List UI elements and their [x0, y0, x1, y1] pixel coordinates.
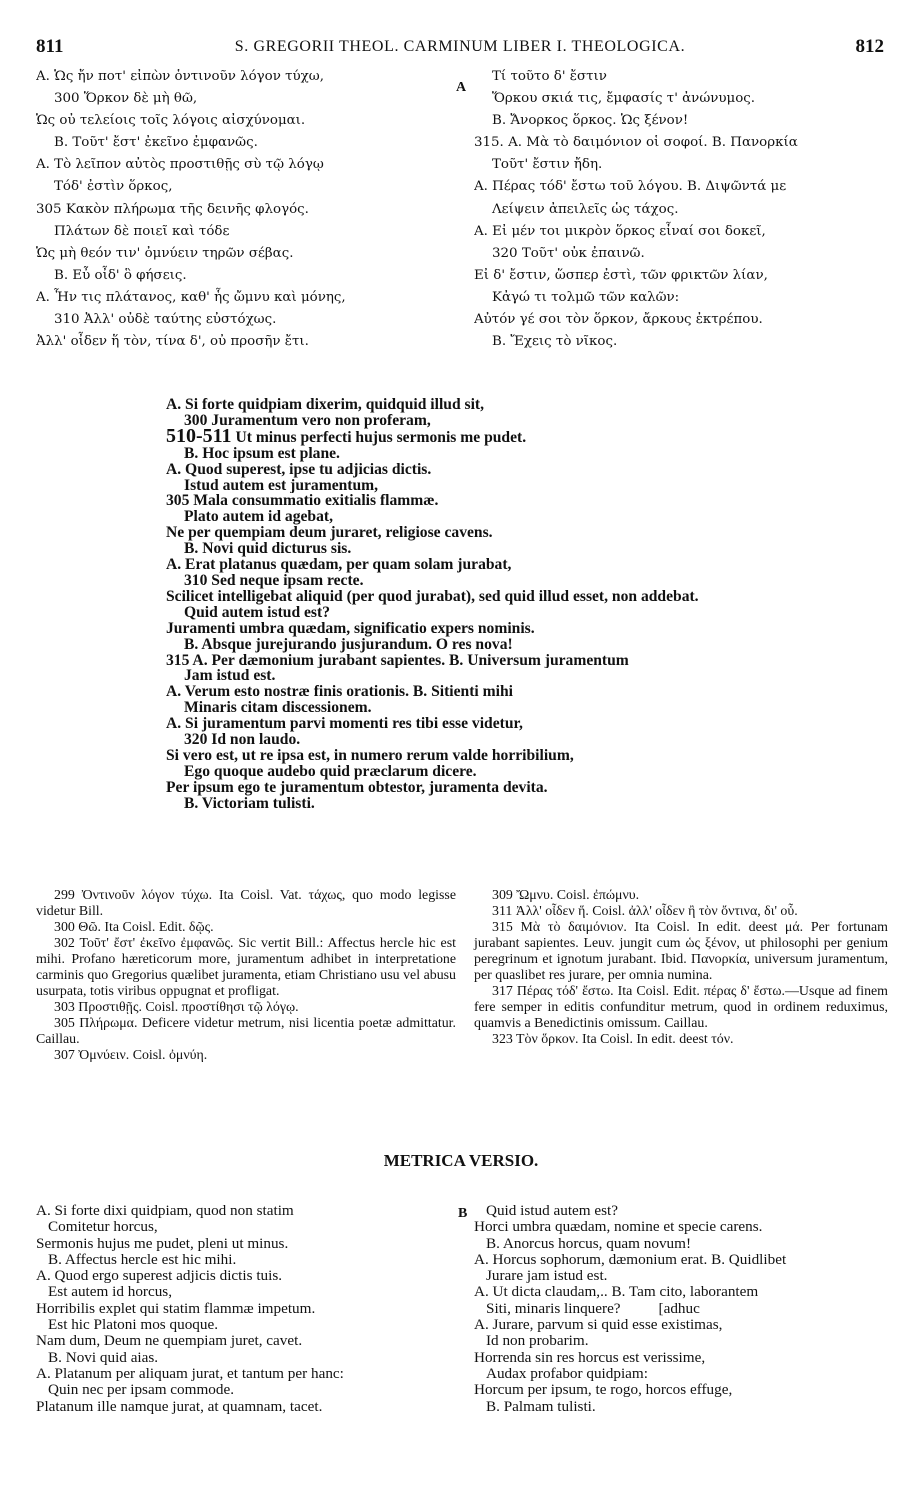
greek-line: B. Ἔχεις τὸ νῖκος.: [492, 334, 618, 350]
greek-line: Εἰ δ' ἔστιν, ὥσπερ ἐστὶ, τῶν φρικτῶν λίαν,: [474, 267, 768, 283]
verse-line: A. Si forte dixi quidpiam, quod non statim: [36, 1203, 294, 1219]
section-title: METRICA VERSIO.: [383, 1151, 539, 1170]
margin-letter-b: B: [458, 1206, 468, 1221]
latin-translation: [166, 397, 886, 812]
verse-line: A. Platanum per aliquam jurat, et tantum per hanc:: [36, 1365, 344, 1382]
page-number-left: 811: [36, 36, 64, 57]
verse-line: Sermonis hujus me pudet, pleni ut minus.: [36, 1235, 289, 1252]
note: 303 Προστιθῇς. Coisl. προστίθησι τῷ λόγῳ.: [54, 1000, 299, 1015]
verse-line: Id non probarim.: [486, 1333, 589, 1350]
verse-line: Comitetur horcus,: [48, 1219, 158, 1236]
verse-line: B. Anorcus horcus, quam novum!: [486, 1235, 692, 1252]
greek-line: A. Εἰ μέν τοι μικρὸν ὅρκος εἶναί σοι δοκεῖ,: [474, 223, 766, 239]
verse-line: Jurare jam istud est.: [486, 1268, 608, 1285]
greek-line: Τόδ' ἐστὶν ὅρκος,: [54, 179, 173, 195]
greek-line: Ὡς μὴ θεόν τιν' ὀμνύειν τηρῶν σέβας.: [36, 245, 294, 261]
greek-line: A. Ἦν τις πλάτανος, καθ' ἧς ὤμνυ καὶ μόνης,: [36, 289, 346, 305]
greek-line: 315. A. Μὰ τὸ δαιμόνιον οἱ σοφοί. B. Πανορκία: [474, 135, 798, 151]
greek-line: Πλάτων δὲ ποιεῖ καὶ τόδε: [54, 223, 230, 239]
verse-line: Quid istud autem est?: [486, 1203, 619, 1219]
greek-line: Κἀγώ τι τολμῶ τῶν καλῶν:: [492, 289, 680, 305]
latin-line: B. Hoc ipsum est plane.: [184, 445, 340, 462]
latin-line: Minaris citam discessionem.: [184, 700, 372, 717]
running-header: [36, 36, 884, 60]
latin-line: Istud autem est juramentum,: [184, 477, 379, 494]
verse-line: A. Ut dicta claudam,.. B. Tam cito, laborantem: [474, 1284, 759, 1301]
verse-line: Audax profabor quidpiam:: [486, 1365, 648, 1382]
greek-line: A. Τὸ λεῖπον αὐτὸς προστιθῇς σὺ τῷ λόγῳ: [36, 157, 324, 173]
note: 300 Θῶ. Ita Coisl. Edit. δῷς.: [54, 920, 214, 935]
verse-line: B. Palmam tulisti.: [486, 1398, 596, 1415]
greek-line: A. Πέρας τόδ' ἔστω τοῦ λόγου. B. Διψῶντά με: [474, 179, 787, 195]
latin-line: A. Erat platanus quædam, per quam solam jurabat,: [166, 557, 512, 573]
note: 311 Ἀλλ' οἶδεν ἥ. Coisl. ἀλλ' οἶδεν ἢ τὸν ὄντινα, δι' οὗ.: [492, 904, 798, 919]
notes-column-right: [474, 888, 888, 1048]
verse-column-left: [36, 1203, 454, 1415]
greek-line: A. Ὡς ἤν ποτ' εἰπὼν ὁντινοῦν λόγον τύχω,: [36, 69, 324, 84]
latin-line: Quid autem istud est?: [184, 604, 330, 621]
page-number-right: 812: [855, 36, 884, 57]
verse-line: Est autem id horcus,: [48, 1284, 173, 1301]
latin-line: Per ipsum ego te juramentum obtestor, juramenta devita.: [166, 779, 548, 796]
verse-line: Nam dum, Deum ne quempiam juret, cavet.: [36, 1333, 303, 1350]
greek-line: B. Ἄνορκος ὅρκος. Ὡς ξένον!: [492, 113, 689, 129]
note: 307 Ὀμνύειν. Coisl. ὀμνύη.: [54, 1048, 208, 1063]
latin-line: Plato autem id agebat,: [184, 509, 333, 526]
note: 302 Τοῦτ' ἔστ' ἐκεῖνο ἐμφανῶς. Sic vertit Bill.: Affectus hercle hic est mihi. Profano hæreticorum more, juramentum adhibet in interpretatione carminis quo Gregorius quælibet juramenta, etiam Christiano usu vel abusu usurpata, totis viribus oppugnat et profligat.: [36, 936, 456, 999]
verse-line: Siti, minaris linquere? [adhuc: [486, 1300, 700, 1317]
note: 323 Τὸν ὅρκον. Ita Coisl. In edit. deest τόν.: [492, 1032, 734, 1047]
note: 317 Πέρας τόδ' ἔστω. Ita Coisl. Edit. πέρας δ' ἔστω.—Usque ad finem fere semper in editis confunditur metrum, quod in ordinem reduximus, quamvis a Benedictinis omissum. Caillau.: [474, 984, 888, 1031]
verse-line: A. Jurare, parvum si quid esse existimas,: [474, 1317, 723, 1334]
note: 305 Πλήρωμα. Deficere videtur metrum, nisi licentia poetæ admittatur. Caillau.: [36, 1016, 456, 1047]
running-title: S. GREGORII THEOL. CARMINUM LIBER I. THEOLOGICA.: [234, 38, 686, 55]
latin-line: B. Victoriam tulisti.: [184, 795, 315, 812]
latin-line: Si vero est, ut re ipsa est, in numero rerum valde horribilium,: [166, 747, 574, 764]
greek-line: Τοῦτ' ἔστιν ἤδη.: [492, 157, 603, 173]
verse-column-right: [474, 1203, 888, 1415]
note: 299 Ὀντινοῦν λόγον τύχω. Ita Coisl. Vat. τάχως, quo modo legisse videtur Bill.: [36, 888, 456, 919]
column-number-marker: 510-511: [166, 428, 232, 446]
verse-line: Est hic Platoni mos quoque.: [48, 1317, 219, 1334]
latin-line-text: Ut minus perfecti hujus sermonis me pudet.: [235, 428, 527, 446]
notes-column-left: [36, 888, 456, 1064]
latin-line: B. Absque jurejurando jusjurandum. O res nova!: [184, 636, 513, 653]
verse-line: B. Novi quid aias.: [48, 1349, 159, 1366]
latin-line: 300 Juramentum vero non proferam,: [184, 412, 431, 429]
greek-line: 305 Κακὸν πλήρωμα τῆς δεινῆς φλογός.: [36, 201, 309, 217]
greek-line: Ὡς οὐ τελείοις τοῖς λόγοις αἰσχύνομαι.: [36, 113, 306, 129]
greek-line: Ὅρκου σκιά τις, ἔμφασίς τ' ἀνώνυμος.: [492, 91, 756, 107]
note: 315 Μὰ τὸ δαιμόνιον. Ita Coisl. In edit. deest μά. Per fortunam jurabant sapientes. Leuv. jungit cum ὡς ξένον, ut philosophi per genium peregrinum et ignotum jurabant. Ibid. Πανορκία, universum juramentum, per quaslibet res jurare, per omnia numina.: [474, 920, 888, 983]
latin-line: B. Novi quid dicturus sis.: [184, 541, 352, 558]
latin-line: A. Si juramentum parvi momenti res tibi esse videtur,: [166, 716, 523, 733]
verse-line: A. Quod ergo superest adjicis dictis tuis.: [36, 1268, 283, 1285]
latin-line: Scilicet intelligebat aliquid (per quod jurabat), sed quid illud esset, non addebat.: [166, 588, 699, 605]
latin-line: Jam istud est.: [184, 668, 276, 685]
greek-line: 320 Τοῦτ' οὐκ ἐπαινῶ.: [492, 245, 645, 261]
latin-line: Juramenti umbra quædam, significatio expers nominis.: [166, 620, 535, 637]
greek-line: Λείψειν ἀπειλεῖς ὡς τάχος.: [492, 201, 679, 217]
greek-line: Τί τοῦτο δ' ἔστιν: [492, 69, 607, 84]
greek-line: 300 Ὅρκον δὲ μὴ θῶ,: [54, 91, 198, 107]
margin-letter-a: A: [456, 80, 467, 95]
latin-line: 320 Id non laudo.: [184, 732, 301, 748]
verse-line: Horcum per ipsum, te rogo, horcos effuge,: [474, 1382, 733, 1399]
latin-line: Ego quoque audebo quid præclarum dicere.: [184, 763, 477, 780]
latin-line: A. Si forte quidpiam dixerim, quidquid illud sit,: [166, 397, 485, 413]
latin-line: 305 Mala consummatio exitialis flammæ.: [166, 493, 439, 510]
latin-line: A. Verum esto nostræ finis orationis. B. Sitienti mihi: [166, 684, 513, 701]
note: 309 Ὤμνυ. Coisl. ἐπώμνυ.: [492, 888, 640, 903]
verse-line: Horci umbra quædam, nomine et specie carens.: [474, 1219, 763, 1236]
greek-line: 310 Ἀλλ' οὐδὲ ταύτης εὐστόχως.: [54, 312, 277, 328]
verse-line: Platanum ille namque jurat, at quamnam, tacet.: [36, 1398, 323, 1415]
latin-line: A. Quod superest, ipse tu adjicias dictis.: [166, 461, 432, 478]
latin-line: Ne per quempiam deum juraret, religiose cavens.: [166, 525, 493, 542]
latin-line: 315 A. Per dæmonium jurabant sapientes. B. Universum juramentum: [166, 652, 629, 669]
verse-line: Horrenda sin res horcus est verissime,: [474, 1349, 706, 1366]
verse-line: B. Affectus hercle est hic mihi.: [48, 1251, 237, 1268]
verse-line: Horribilis explet qui statim flammæ impetum.: [36, 1300, 316, 1317]
greek-line: B. Τοῦτ' ἔστ' ἐκεῖνο ἐμφανῶς.: [54, 135, 258, 151]
greek-column-right: [474, 66, 886, 353]
verse-line: A. Horcus sophorum, dæmonium erat. B. Quidlibet: [474, 1251, 787, 1268]
greek-line: Ἀλλ' οἶδεν ἥ τὸν, τίνα δ', οὐ προσῆν ἔτι.: [36, 334, 309, 350]
greek-line: Αὐτόν γέ σοι τὸν ὅρκον, ἄρκους ἐκτρέπου.: [474, 312, 763, 328]
latin-line: 310 Sed neque ipsam recte.: [184, 572, 364, 589]
greek-line: B. Εὖ οἶδ' ὃ φήσεις.: [54, 267, 187, 283]
greek-column-left: [36, 66, 446, 353]
latin-line: [166, 429, 886, 446]
verse-line: Quin nec per ipsam commode.: [48, 1382, 234, 1399]
